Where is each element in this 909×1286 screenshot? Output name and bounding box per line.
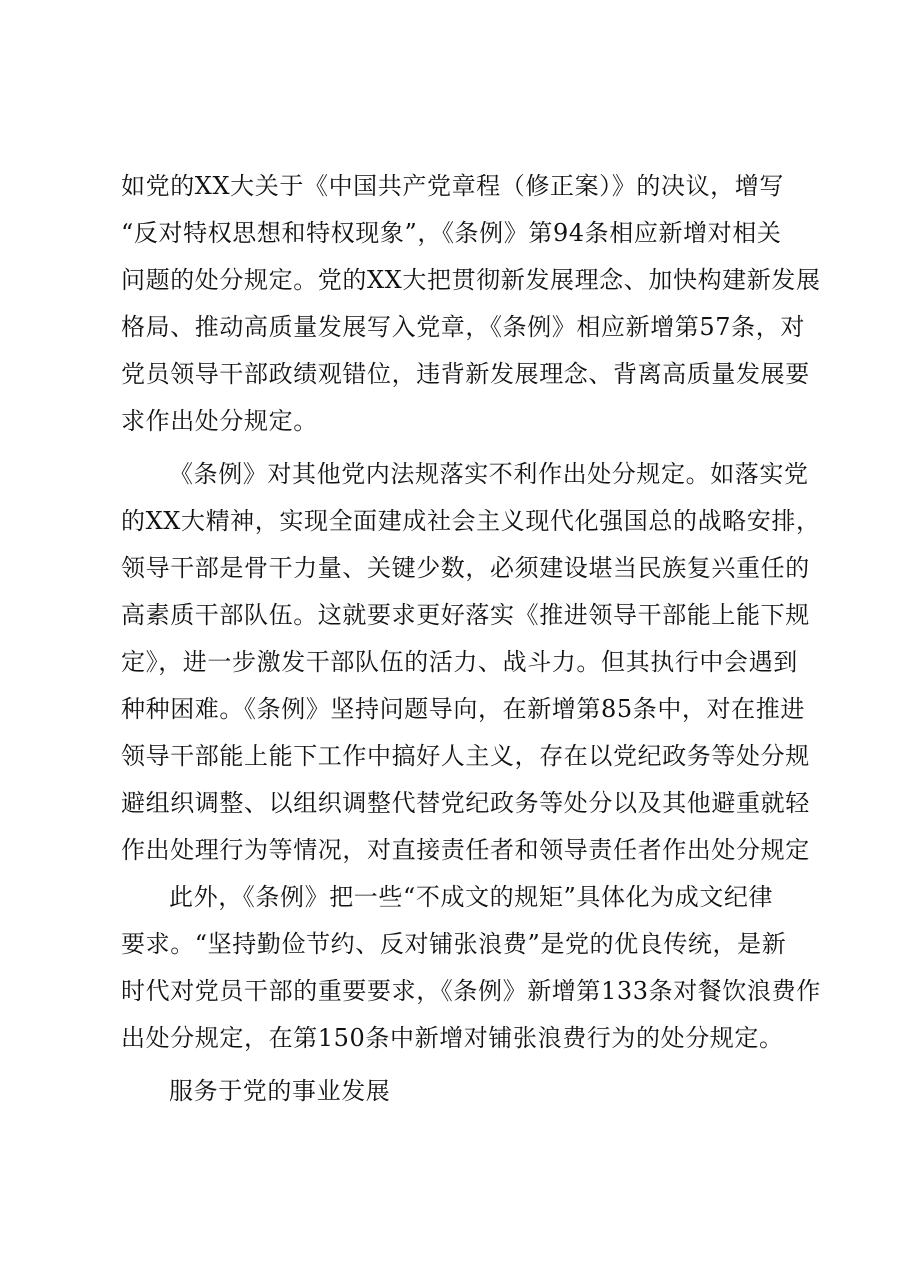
text-line: 高素质干部队伍。这就要求更好落实《推进领导干部能上能下规 [121, 601, 810, 629]
text-line: 定》，进一步激发干部队伍的活力、战斗力。但其执行中会遇到 [121, 648, 798, 676]
text-line: 领导干部能上能下工作中搞好人主义，存在以党纪政务等处分规 [121, 742, 810, 770]
text-line: 格局、推动高质量发展写入党章，《条例》相应新增第57条，对 [121, 313, 805, 341]
paragraph-1 [121, 163, 821, 445]
text-line: “反对特权思想和特权现象”，《条例》第94条相应新增对相关 [121, 219, 782, 247]
heading-text: 服务于党的事业发展 [169, 1077, 391, 1105]
paragraph-3 [121, 874, 821, 1062]
paragraph-2 [121, 451, 821, 874]
document-body [121, 163, 821, 1115]
text-line: 作出处理行为等情况，对直接责任者和领导责任者作出处分规定 [121, 836, 810, 864]
text-line: 时代对党员干部的重要要求，《条例》新增第133条对餐饮浪费作 [121, 977, 821, 1005]
text-line: 要求。“坚持勤俭节约、反对铺张浪费”是党的优良传统，是新 [121, 930, 787, 958]
text-line: 求作出处分规定。 [121, 407, 318, 435]
text-line: 出处分规定，在第150条中新增对铺张浪费行为的处分规定。 [121, 1024, 784, 1052]
text-line: 问题的处分规定。党的XX大把贯彻新发展理念、加快构建新发展 [121, 266, 821, 294]
text-line: 党员领导干部政绩观错位，违背新发展理念、背离高质量发展要 [121, 360, 810, 388]
text-line: 的XX大精神，实现全面建成社会主义现代化强国总的战略安排， [121, 507, 821, 535]
text-line: 《条例》对其他党内法规落实不利作出处分规定。如落实党 [169, 460, 809, 488]
text-line: 避组织调整、以组织调整代替党纪政务等处分以及其他避重就轻 [121, 789, 810, 817]
text-line: 此外，《条例》把一些“不成文的规矩”具体化为成文纪律 [169, 883, 774, 911]
text-line: 如党的XX大关于《中国共产党章程（修正案）》的决议，增写 [121, 172, 784, 200]
text-line: 种种困难。《条例》坚持问题导向，在新增第85条中，对在推进 [121, 695, 805, 723]
text-line: 领导干部是骨干力量、关键少数，必须建设堪当民族复兴重任的 [121, 554, 810, 582]
section-heading [121, 1068, 821, 1115]
